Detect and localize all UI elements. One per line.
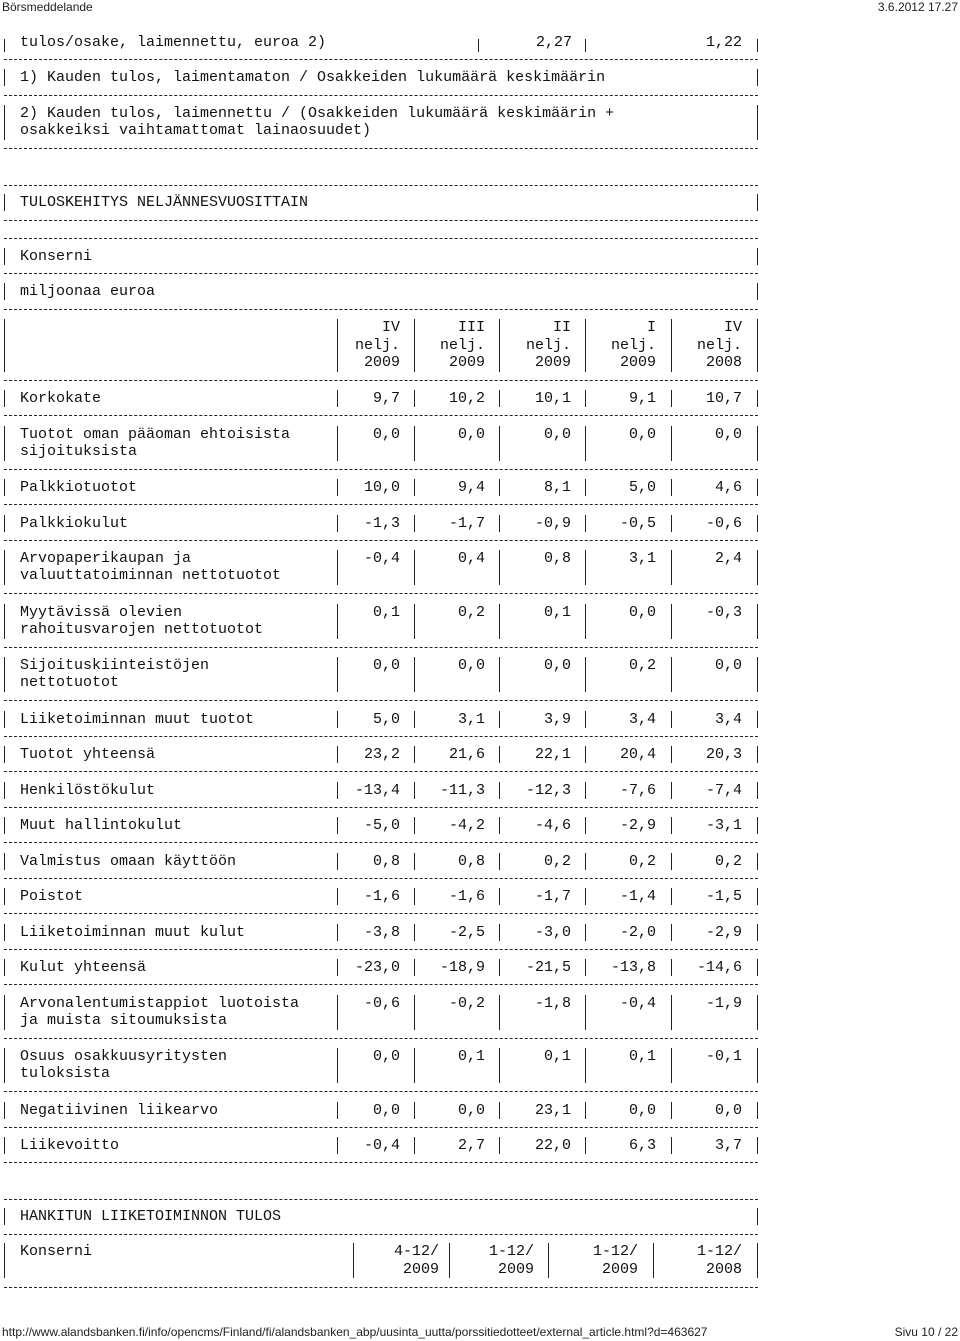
cell-border [757, 817, 758, 834]
row-value-col-1: -13,4 [354, 781, 400, 799]
row-value-col-1: 0,0 [372, 425, 400, 443]
row-value-col-3: -4,6 [534, 817, 571, 834]
col-4-year: 2009 [619, 354, 656, 371]
dashed-rule [4, 647, 758, 648]
dashed-rule [4, 807, 758, 808]
col-3-quarter: II [552, 319, 571, 336]
s2-col-4-year: 2008 [705, 1261, 742, 1278]
row-value-col-5: -0,1 [705, 1048, 742, 1065]
dashed-rule [4, 1038, 758, 1039]
row-value-col-4: 0,0 [628, 1101, 656, 1119]
dashed-rule [4, 220, 758, 221]
row-value-col-5: 3,4 [714, 710, 742, 728]
dashed-rule [4, 185, 758, 186]
row-value-col-2: -4,2 [448, 817, 485, 834]
col-2-quarter: III [457, 319, 485, 336]
cell-border [499, 1048, 500, 1083]
group-border [4, 248, 5, 265]
s2-header-border [4, 1243, 5, 1278]
row-value-col-4: 3,4 [628, 710, 656, 728]
s2-col-2-year: 2009 [497, 1261, 534, 1278]
row-value-col-5: -2,9 [705, 923, 742, 941]
cell-border [4, 711, 5, 728]
title-border [757, 1208, 758, 1225]
title-border [4, 1208, 5, 1225]
top-row-border [478, 39, 479, 52]
document-type: Börsmeddelande [2, 0, 93, 14]
row-label: Arvopaperikaupan ja [20, 550, 192, 567]
row-value-col-4: 9,1 [628, 390, 656, 407]
row-value-col-5: 10,7 [705, 390, 742, 407]
col-2-year: 2009 [448, 354, 485, 371]
row-label-continued: tuloksista [20, 1065, 111, 1082]
row-value-col-2: 0,0 [457, 425, 485, 443]
cell-border [499, 782, 500, 799]
row-value-col-5: 4,6 [714, 479, 742, 496]
top-row-border [757, 39, 758, 52]
cell-border [4, 479, 5, 496]
dashed-rule [4, 540, 758, 541]
row-value-col-3: 23,1 [534, 1101, 571, 1119]
row-value-col-1: 10,0 [363, 479, 400, 496]
cell-border [757, 746, 758, 763]
row-value-col-5: -0,3 [705, 603, 742, 621]
section-1-title: TULOSKEHITYS NELJÄNNESVUOSITTAIN [20, 194, 309, 211]
row-value-col-4: 5,0 [628, 479, 656, 496]
title-border [757, 194, 758, 211]
s2-col-4-period: 1-12/ [696, 1243, 742, 1260]
cell-border [4, 782, 5, 799]
s2-col-3-year: 2009 [601, 1261, 638, 1278]
row-value-col-5: 0,0 [714, 1101, 742, 1119]
cell-border [499, 426, 500, 461]
row-value-col-5: -14,6 [696, 959, 742, 976]
row-value-col-1: 0,8 [372, 852, 400, 870]
page-number: Sivu 10 / 22 [894, 1325, 958, 1339]
row-value-col-4: 0,0 [628, 425, 656, 443]
cell-border [499, 1102, 500, 1119]
header-border [4, 319, 5, 372]
s2-col-2-period: 1-12/ [488, 1243, 534, 1260]
row-value-col-4: 0,1 [628, 1048, 656, 1065]
cell-border [499, 959, 500, 976]
title-border [4, 194, 5, 211]
dashed-rule [4, 380, 758, 381]
cell-border [499, 746, 500, 763]
dashed-rule [4, 59, 758, 60]
row-label: Osuus osakkuusyritysten [20, 1048, 228, 1065]
s2-col-3-period: 1-12/ [592, 1243, 638, 1260]
row-label: Palkkiotuotot [20, 479, 138, 496]
cell-border [757, 390, 758, 407]
row-value-col-1: -23,0 [354, 959, 400, 976]
row-value-col-2: 10,2 [448, 390, 485, 407]
cell-border [499, 479, 500, 496]
row-value-col-3: -3,0 [534, 923, 571, 941]
dashed-rule [4, 1091, 758, 1092]
row-value-col-3: 0,8 [543, 550, 571, 567]
dashed-rule [4, 949, 758, 950]
cell-border [757, 853, 758, 870]
cell-border [757, 657, 758, 692]
row-value-col-4: -13,8 [610, 959, 656, 976]
row-label: Palkkiokulut [20, 514, 129, 532]
cell-border [4, 426, 5, 461]
row-value-col-5: 0,0 [714, 657, 742, 674]
cell-border [757, 711, 758, 728]
note-border [4, 69, 5, 86]
col-1-year: 2009 [363, 354, 400, 371]
cell-border [757, 604, 758, 639]
row-value-col-2: 0,8 [457, 852, 485, 870]
row-label: Kulut yhteensä [20, 959, 147, 976]
cell-border [4, 924, 5, 941]
dashed-rule [4, 1162, 758, 1163]
cell-border [757, 426, 758, 461]
col-4-nelj: nelj. [610, 337, 656, 354]
section-1-group: Konserni [20, 248, 93, 265]
dashed-rule [4, 1127, 758, 1128]
section-2-title: HANKITUN LIIKETOIMINNON TULOS [20, 1208, 282, 1225]
row-value-col-3: 0,0 [543, 657, 571, 674]
dashed-rule [4, 771, 758, 772]
row-value-col-2: 0,1 [457, 1048, 485, 1065]
row-value-col-2: -1,6 [448, 888, 485, 905]
row-label: Negatiivinen liikearvo [20, 1101, 219, 1119]
row-value-col-3: 0,0 [543, 425, 571, 443]
row-value-col-1: -0,4 [363, 550, 400, 567]
row-value-col-5: 0,0 [714, 425, 742, 443]
row-value-col-3: 3,9 [543, 710, 571, 728]
unit-border [757, 283, 758, 300]
col-5-nelj: nelj. [696, 337, 742, 354]
dashed-rule [4, 415, 758, 416]
cell-border [4, 959, 5, 976]
s2-header-border [353, 1243, 354, 1278]
row-label: Poistot [20, 888, 84, 905]
row-value-col-4: -0,4 [619, 994, 656, 1012]
cell-border [757, 1137, 758, 1154]
row-value-col-4: -2,9 [619, 817, 656, 834]
row-value-col-2: -1,7 [448, 514, 485, 532]
row-value-col-4: 20,4 [619, 746, 656, 763]
cell-border [499, 995, 500, 1030]
group-border [757, 248, 758, 265]
row-label: Myytävissä olevien [20, 603, 183, 621]
col-2-nelj: nelj. [439, 337, 485, 354]
row-label: Liiketoiminnan muut tuotot [20, 710, 255, 728]
row-value-col-5: -1,9 [705, 994, 742, 1012]
row-value-col-1: 23,2 [363, 746, 400, 763]
row-value-col-2: 9,4 [457, 479, 485, 496]
dashed-rule [4, 878, 758, 879]
cell-border [757, 515, 758, 532]
row-value-col-3: 10,1 [534, 390, 571, 407]
top-row-border [4, 39, 5, 52]
row-value-col-5: -7,4 [705, 781, 742, 799]
row-value-col-1: 0,0 [372, 1101, 400, 1119]
dashed-rule [4, 273, 758, 274]
dashed-rule [4, 984, 758, 985]
note-2-line-2: osakkeiksi vaihtamattomat lainaosuudet) [20, 122, 372, 139]
s2-header-border [548, 1243, 549, 1278]
row-value-col-3: 8,1 [543, 479, 571, 496]
row-label: Muut hallintokulut [20, 817, 183, 834]
row-value-col-4: 3,1 [628, 550, 656, 567]
cell-border [499, 924, 500, 941]
row-value-col-3: 22,1 [534, 746, 571, 763]
row-value-col-2: 0,0 [457, 1101, 485, 1119]
row-value-col-5: 2,4 [714, 550, 742, 567]
s2-header-border [449, 1243, 450, 1278]
row-value-col-4: 0,2 [628, 852, 656, 870]
row-value-col-4: -2,0 [619, 923, 656, 941]
row-value-col-2: 0,2 [457, 603, 485, 621]
row-value-col-4: -0,5 [619, 514, 656, 532]
cell-border [757, 1102, 758, 1119]
dashed-rule [4, 504, 758, 505]
cell-border [4, 1137, 5, 1154]
top-row-value-1: 2,27 [535, 34, 572, 51]
print-timestamp: 3.6.2012 17.27 [877, 0, 958, 14]
col-5-year: 2008 [705, 354, 742, 371]
top-row-border [585, 39, 586, 52]
row-value-col-1: 0,1 [372, 603, 400, 621]
cell-border [4, 657, 5, 692]
dashed-rule [4, 309, 758, 310]
note-border [757, 105, 758, 140]
cell-border [499, 515, 500, 532]
cell-border [4, 853, 5, 870]
col-3-year: 2009 [534, 354, 571, 371]
cell-border [4, 390, 5, 407]
cell-border [499, 853, 500, 870]
header-border [757, 319, 758, 372]
dashed-rule [4, 1199, 758, 1200]
header-border [499, 319, 500, 372]
row-value-col-2: 3,1 [457, 710, 485, 728]
cell-border [4, 1102, 5, 1119]
row-value-col-1: -0,4 [363, 1137, 400, 1154]
cell-border [757, 924, 758, 941]
cell-border [757, 550, 758, 585]
cell-border [499, 604, 500, 639]
row-value-col-1: -3,8 [363, 923, 400, 941]
row-value-col-1: 5,0 [372, 710, 400, 728]
unit-border [4, 283, 5, 300]
row-value-col-3: -12,3 [525, 781, 571, 799]
dashed-rule [4, 1234, 758, 1235]
s2-col-1-period: 4-12/ [393, 1243, 439, 1260]
row-value-col-4: 0,0 [628, 603, 656, 621]
row-value-col-4: 6,3 [628, 1137, 656, 1154]
row-label-continued: ja muista sitoumuksista [20, 1011, 228, 1029]
section-2-group: Konserni [20, 1243, 93, 1260]
cell-border [499, 550, 500, 585]
row-value-col-2: 0,0 [457, 657, 485, 674]
cell-border [499, 711, 500, 728]
cell-border [757, 995, 758, 1030]
row-value-col-5: 20,3 [705, 746, 742, 763]
row-value-col-2: -2,5 [448, 923, 485, 941]
row-label-continued: rahoitusvarojen nettotuotot [20, 620, 264, 638]
cell-border [4, 746, 5, 763]
row-value-col-3: 0,1 [543, 1048, 571, 1065]
note-1: 1) Kauden tulos, laimentamaton / Osakkeiden lukumäärä keskimäärin [20, 69, 606, 86]
col-5-quarter: IV [723, 319, 742, 336]
cell-border [757, 959, 758, 976]
row-label: Liikevoitto [20, 1137, 120, 1154]
col-1-quarter: IV [381, 319, 400, 336]
cell-border [499, 657, 500, 692]
col-3-nelj: nelj. [525, 337, 571, 354]
row-value-col-3: 0,2 [543, 852, 571, 870]
row-value-col-3: 22,0 [534, 1137, 571, 1154]
cell-border [499, 888, 500, 905]
row-label: Valmistus omaan käyttöön [20, 852, 237, 870]
row-value-col-2: -11,3 [439, 781, 485, 799]
row-label: Tuotot yhteensä [20, 746, 156, 763]
note-border [757, 69, 758, 86]
row-value-col-5: 3,7 [714, 1137, 742, 1154]
row-value-col-2: 0,4 [457, 550, 485, 567]
cell-border [4, 515, 5, 532]
row-label-continued: nettotuotot [20, 674, 120, 691]
dashed-rule [4, 95, 758, 96]
dashed-rule [4, 593, 758, 594]
row-value-col-4: 0,2 [628, 657, 656, 674]
note-border [4, 105, 5, 140]
note-2-line-1: 2) Kauden tulos, laimennettu / (Osakkeiden lukumäärä keskimäärin + [20, 105, 615, 122]
cell-border [499, 1137, 500, 1154]
dashed-rule [4, 736, 758, 737]
section-1-unit: miljoonaa euroa [20, 283, 156, 300]
s2-header-border [653, 1243, 654, 1278]
page-url: http://www.alandsbanken.fi/info/opencms/Finland/fi/alandsbanken_abp/uusinta_uutta/porssitiedotteet/external_article.html?d=463627 [2, 1325, 708, 1339]
row-value-col-2: -0,2 [448, 994, 485, 1012]
col-4-quarter: I [646, 319, 656, 336]
print-footer [0, 1323, 960, 1341]
row-value-col-5: 0,2 [714, 852, 742, 870]
row-label-continued: sijoituksista [20, 442, 138, 460]
dashed-rule [4, 1287, 758, 1288]
col-1-nelj: nelj. [354, 337, 400, 354]
cell-border [757, 888, 758, 905]
row-label: Henkilöstökulut [20, 781, 156, 799]
cell-border [4, 604, 5, 639]
row-value-col-3: 0,1 [543, 603, 571, 621]
row-value-col-1: -5,0 [363, 817, 400, 834]
dashed-rule [4, 148, 758, 149]
row-value-col-3: -1,7 [534, 888, 571, 905]
row-value-col-5: -3,1 [705, 817, 742, 834]
row-label: Sijoituskiinteistöjen [20, 657, 210, 674]
dashed-rule [4, 842, 758, 843]
cell-border [4, 550, 5, 585]
row-value-col-4: -1,4 [619, 888, 656, 905]
top-row-value-2: 1,22 [705, 34, 742, 51]
cell-border [4, 817, 5, 834]
cell-border [4, 1048, 5, 1083]
cell-border [499, 817, 500, 834]
row-label: Liiketoiminnan muut kulut [20, 923, 246, 941]
cell-border [499, 390, 500, 407]
cell-border [757, 479, 758, 496]
dashed-rule [4, 700, 758, 701]
row-value-col-4: -7,6 [619, 781, 656, 799]
row-value-col-3: -21,5 [525, 959, 571, 976]
cell-border [4, 995, 5, 1030]
row-value-col-1: 0,0 [372, 657, 400, 674]
row-value-col-2: 2,7 [457, 1137, 485, 1154]
row-value-col-1: -1,6 [363, 888, 400, 905]
row-value-col-1: -1,3 [363, 514, 400, 532]
dashed-rule [4, 238, 758, 239]
cell-border [4, 888, 5, 905]
row-value-col-3: -1,8 [534, 994, 571, 1012]
row-value-col-3: -0,9 [534, 514, 571, 532]
row-value-col-2: -18,9 [439, 959, 485, 976]
row-value-col-5: -0,6 [705, 514, 742, 532]
dashed-rule [4, 469, 758, 470]
top-row-label: tulos/osake, laimennettu, euroa 2) [20, 34, 327, 51]
row-label-continued: valuuttatoiminnan nettotuotot [20, 567, 282, 584]
row-value-col-2: 21,6 [448, 746, 485, 763]
row-label: Tuotot oman pääoman ehtoisista [20, 425, 291, 443]
dashed-rule [4, 913, 758, 914]
row-value-col-1: 0,0 [372, 1048, 400, 1065]
s2-col-1-year: 2009 [402, 1261, 439, 1278]
row-label: Korkokate [20, 390, 102, 407]
cell-border [757, 782, 758, 799]
cell-border [757, 1048, 758, 1083]
row-label: Arvonalentumistappiot luotoista [20, 994, 300, 1012]
row-value-col-1: -0,6 [363, 994, 400, 1012]
row-value-col-1: 9,7 [372, 390, 400, 407]
row-value-col-5: -1,5 [705, 888, 742, 905]
s2-header-border [757, 1243, 758, 1278]
